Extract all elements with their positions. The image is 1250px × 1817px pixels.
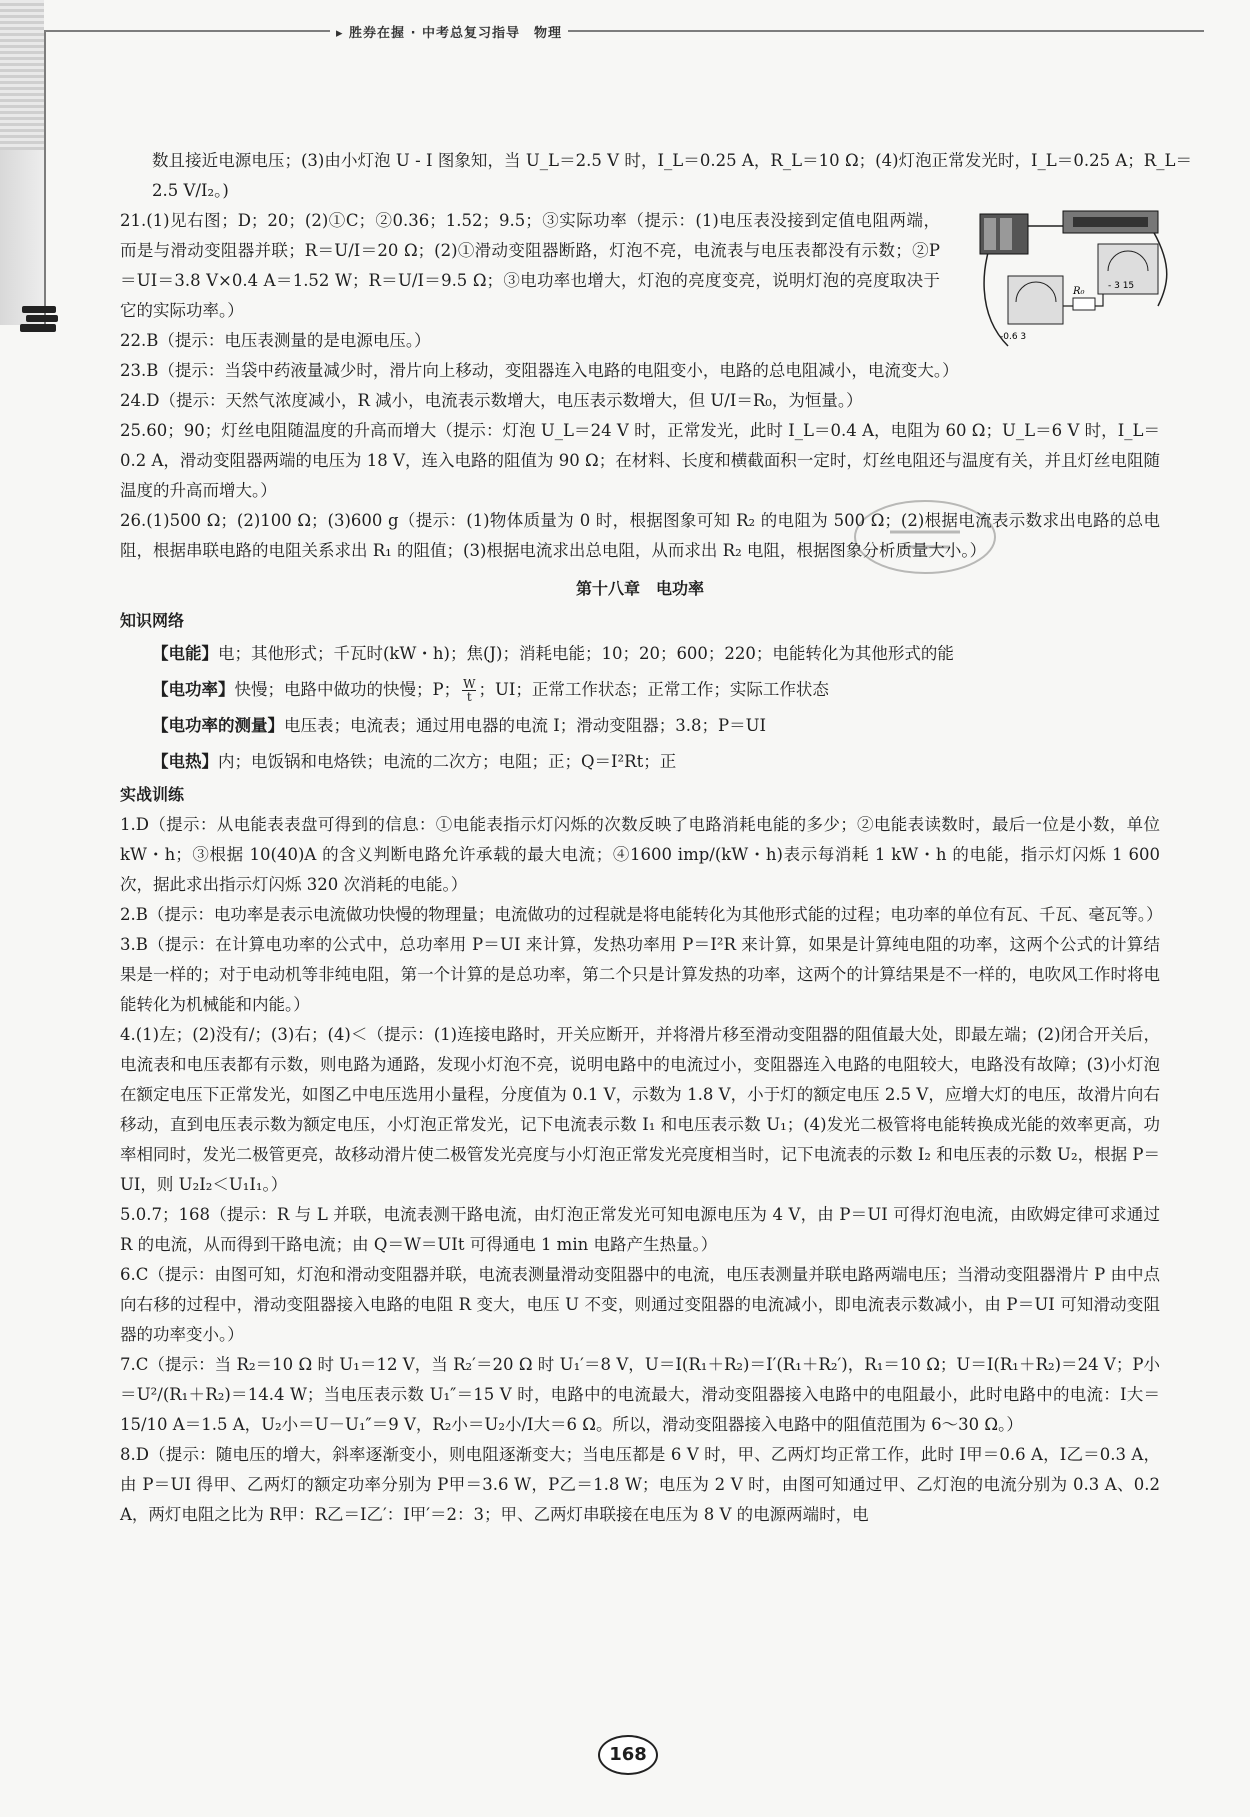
knowledge-row-heat: 【电热】内；电饭锅和电烙铁；电流的二次方；电阻；正；Q＝I²Rt；正: [152, 752, 677, 771]
decorative-side-band-lower: [0, 150, 44, 325]
knowledge-row-power: 【电功率】快慢；电路中做功的快慢；P； $\frac{W}{t}$ ；UI；正常工作状态；正常工作；实际工作状态: [152, 677, 829, 704]
practice-item-7: 7.C（提示：当 R₂＝10 Ω 时 U₁＝12 V，当 R₂′＝20 Ω 时 U₁′＝8 V，U＝I(R₁＋R₂)＝I′(R₁＋R₂′)，R₁＝10 Ω；U＝I(R₁＋R₂)＝24 V；P小＝U²/(R₁＋R₂)＝14.4 W；当电压表示数 U₁″＝15 V 时，电路中的电流最大，滑动变阻器接入电路中的电阻最小，此时电路中的电流：I大＝15/10 A＝1.5 A，U₂小＝U－U₁″＝9 V，R₂小＝U₂小/I大＝6 Ω。所以，滑动变阻器接入电路中的阻值范围为 6～30 Ω。）: [120, 1355, 1160, 1434]
chapter-title: 第十八章 电功率: [575, 579, 704, 598]
practice-item-8: 8.D（提示：随电压的增大，斜率逐渐变小，则电阻逐渐变大；当电压都是 6 V 时，甲、乙两灯均正常工作，此时 I甲＝0.6 A，I乙＝0.3 A，由 P＝UI 得甲、乙两灯的额定功率分别为 P甲＝3.6 W，P乙＝1.8 W；电压为 2 V 时，由图可知通过甲、乙灯泡的电流分别为 0.3 A、0.2 A，两灯电阻之比为 R甲：R乙＝I乙′：I甲′＝2：3；甲、乙两灯串联接在电压为 8 V 的电源两端时，电: [120, 1445, 1160, 1524]
answer-item-26: 26.(1)500 Ω；(2)100 Ω；(3)600 g（提示：(1)物体质量为 0 时，根据图象可知 R₂ 的电阻为 500 Ω；(2)根据电流表示数求出电路的总电阻，根据串联电路的电阻关系求出 R₁ 的阻值；(3)根据电流求出总电阻，从而求出 R₂ 电阻，根据图象分析质量大小。）: [120, 511, 1160, 560]
answer-item-22: 22.B（提示：电压表测量的是电源电压。）: [120, 331, 431, 350]
knowledge-network-heading: 知识网络: [120, 611, 185, 630]
voltmeter-scale-label: - 3 15: [1108, 281, 1135, 291]
knowledge-row-energy: 【电能】电；其他形式；千瓦时(kW・h)；焦(J)；消耗电能；10；20；600；220；电能转化为其他形式的能: [152, 644, 954, 663]
decorative-side-band: [0, 0, 44, 150]
answer-item-24: 24.D（提示：天然气浓度减小，R 减小，电流表示数增大，电压表示数增大，但 U/I＝R₀，为恒量。）: [120, 391, 863, 410]
knowledge-row-measurement: 【电功率的测量】电压表；电流表；通过用电器的电流 I；滑动变阻器；3.8；P＝UI: [152, 716, 767, 735]
answer-item-21: 21.(1)见右图；D；20；(2)①C；②0.36；1.52；9.5；③实际功率（提示：(1)电压表没接到定值电阻两端，而是与滑动变阻器并联；R＝U/I＝20 Ω；(2)①滑动变阻器断路，灯泡不亮，电流表与电压表都没有示数；②P＝UI＝3.8 V×0.4 A＝1.52 W；R＝U/I＝9.5 Ω；③电功率也增大，灯泡的亮度变亮，说明灯泡的亮度取决于它的实际功率。）: [120, 211, 940, 320]
page-number: 168: [598, 1735, 658, 1775]
practice-item-5: 5.0.7；168（提示：R 与 L 并联，电流表测干路电流，由灯泡正常发光可知电源电压为 4 V，由 P＝UI 可得灯泡电流，由欧姆定律可求通过 R 的电流，从而得到干路电流；由 Q＝W＝UIt 可得通电 1 min 电路产生热量。）: [120, 1205, 1160, 1254]
resistor-r0-label: R₀: [1073, 286, 1085, 297]
answer-content: [120, 146, 1192, 1530]
practice-item-1: 1.D（提示：从电能表表盘可得到的信息：①电能表指示灯闪烁的次数反映了电路消耗电能的多少；②电能表读数时，最后一位是小数，单位 kW・h；③根据 10(40)A 的含义判断电路允许承载的最大电流；④1600 imp/(kW・h)表示每消耗 1 kW・h 的电能，指示灯闪烁 1 600 次，据此求出指示灯闪烁 320 次消耗的电能。）: [120, 815, 1160, 894]
ammeter-scale-label: -0.6 3: [1000, 332, 1027, 342]
running-header: ▸ 胜券在握 · 中考总复习指导 物理: [330, 22, 568, 41]
practice-item-6: 6.C（提示：由图可知，灯泡和滑动变阻器并联，电流表测量滑动变阻器中的电流，电压表测量并联电路两端电压；当滑动变阻器滑片 P 由中点向右移的过程中，滑动变阻器接入电路的电阻 R 变大，电压 U 不变，则通过变阻器的电流减小，即电流表示数减小，由 P＝UI 可知滑动变阻器的功率变小。）: [120, 1265, 1160, 1344]
power-fraction: $\frac{W}{t}$: [463, 677, 476, 704]
book-stack-icon: [18, 300, 62, 340]
continuation-text: 数且接近电源电压；(3)由小灯泡 U - I 图象知，当 U_L＝2.5 V 时，I_L＝0.25 A，R_L＝10 Ω；(4)灯泡正常发光时，I_L＝0.25 A；R_L＝2.5 V/I₂。): [152, 151, 1192, 200]
practice-item-2: 2.B（提示：电功率是表示电流做功快慢的物理量；电流做功的过程就是将电能转化为其他形式能的过程；电功率的单位有瓦、千瓦、毫瓦等。）: [120, 905, 1163, 924]
practice-item-4: 4.(1)左；(2)没有/；(3)右；(4)＜（提示：(1)连接电路时，开关应断开，并将滑片移至滑动变阻器的阻值最大处，即最左端；(2)闭合开关后，电流表和电压表都有示数，则电路为通路，发现小灯泡不亮，说明电路中的电流过小，变阻器连入电路的电阻较大，电路没有故障；(3)小灯泡在额定电压下正常发光，如图乙中电压选用小量程，分度值为 0.1 V，示数为 1.8 V，小于灯的额定电压 2.5 V，应增大灯的电压，故滑片向右移动，直到电压表示数为额定电压，小灯泡正常发光，记下电流表示数 I₁ 和电压表示数 U₁；(4)发光二极管将电能转换成光能的效率更高，功率相同时，发光二极管更亮，故移动滑片使二极管发光亮度与小灯泡正常发光亮度相当时，记下电流表的示数 I₂ 和电压表的示数 U₂，根据 P＝UI，则 U₂I₂＜U₁I₁。）: [120, 1025, 1160, 1194]
practice-item-3: 3.B（提示：在计算电功率的公式中，总功率用 P＝UI 来计算，发热功率用 P＝I²R 来计算，如果是计算纯电阻的功率，这两个公式的计算结果是一样的；对于电动机等非纯电阻，第一个计算的是总功率，第二个只是计算发热的功率，这两个的计算结果是不一样的，电吹风工作时将电能转化为机械能和内能。）: [120, 935, 1160, 1014]
side-rule: [44, 30, 46, 325]
answer-item-25: 25.60；90；灯丝电阻随温度的升高而增大（提示：灯泡 U_L＝24 V 时，正常发光，此时 I_L＝0.4 A，电阻为 60 Ω；U_L＝6 V 时，I_L＝0.2 A，滑动变阻器两端的电压为 18 V，连入电路的阻值为 90 Ω；在材料、长度和横截面积一定时，灯丝电阻还与温度有关，并且灯丝电阻随温度的升高而增大。）: [120, 421, 1160, 500]
answer-item-23: 23.B（提示：当袋中药液量减少时，滑片向上移动，变阻器连入电路的电阻变小，电路的总电阻减小，电流变大。）: [120, 361, 959, 380]
header-rule: [44, 30, 1204, 32]
practice-heading: 实战训练: [120, 785, 185, 804]
